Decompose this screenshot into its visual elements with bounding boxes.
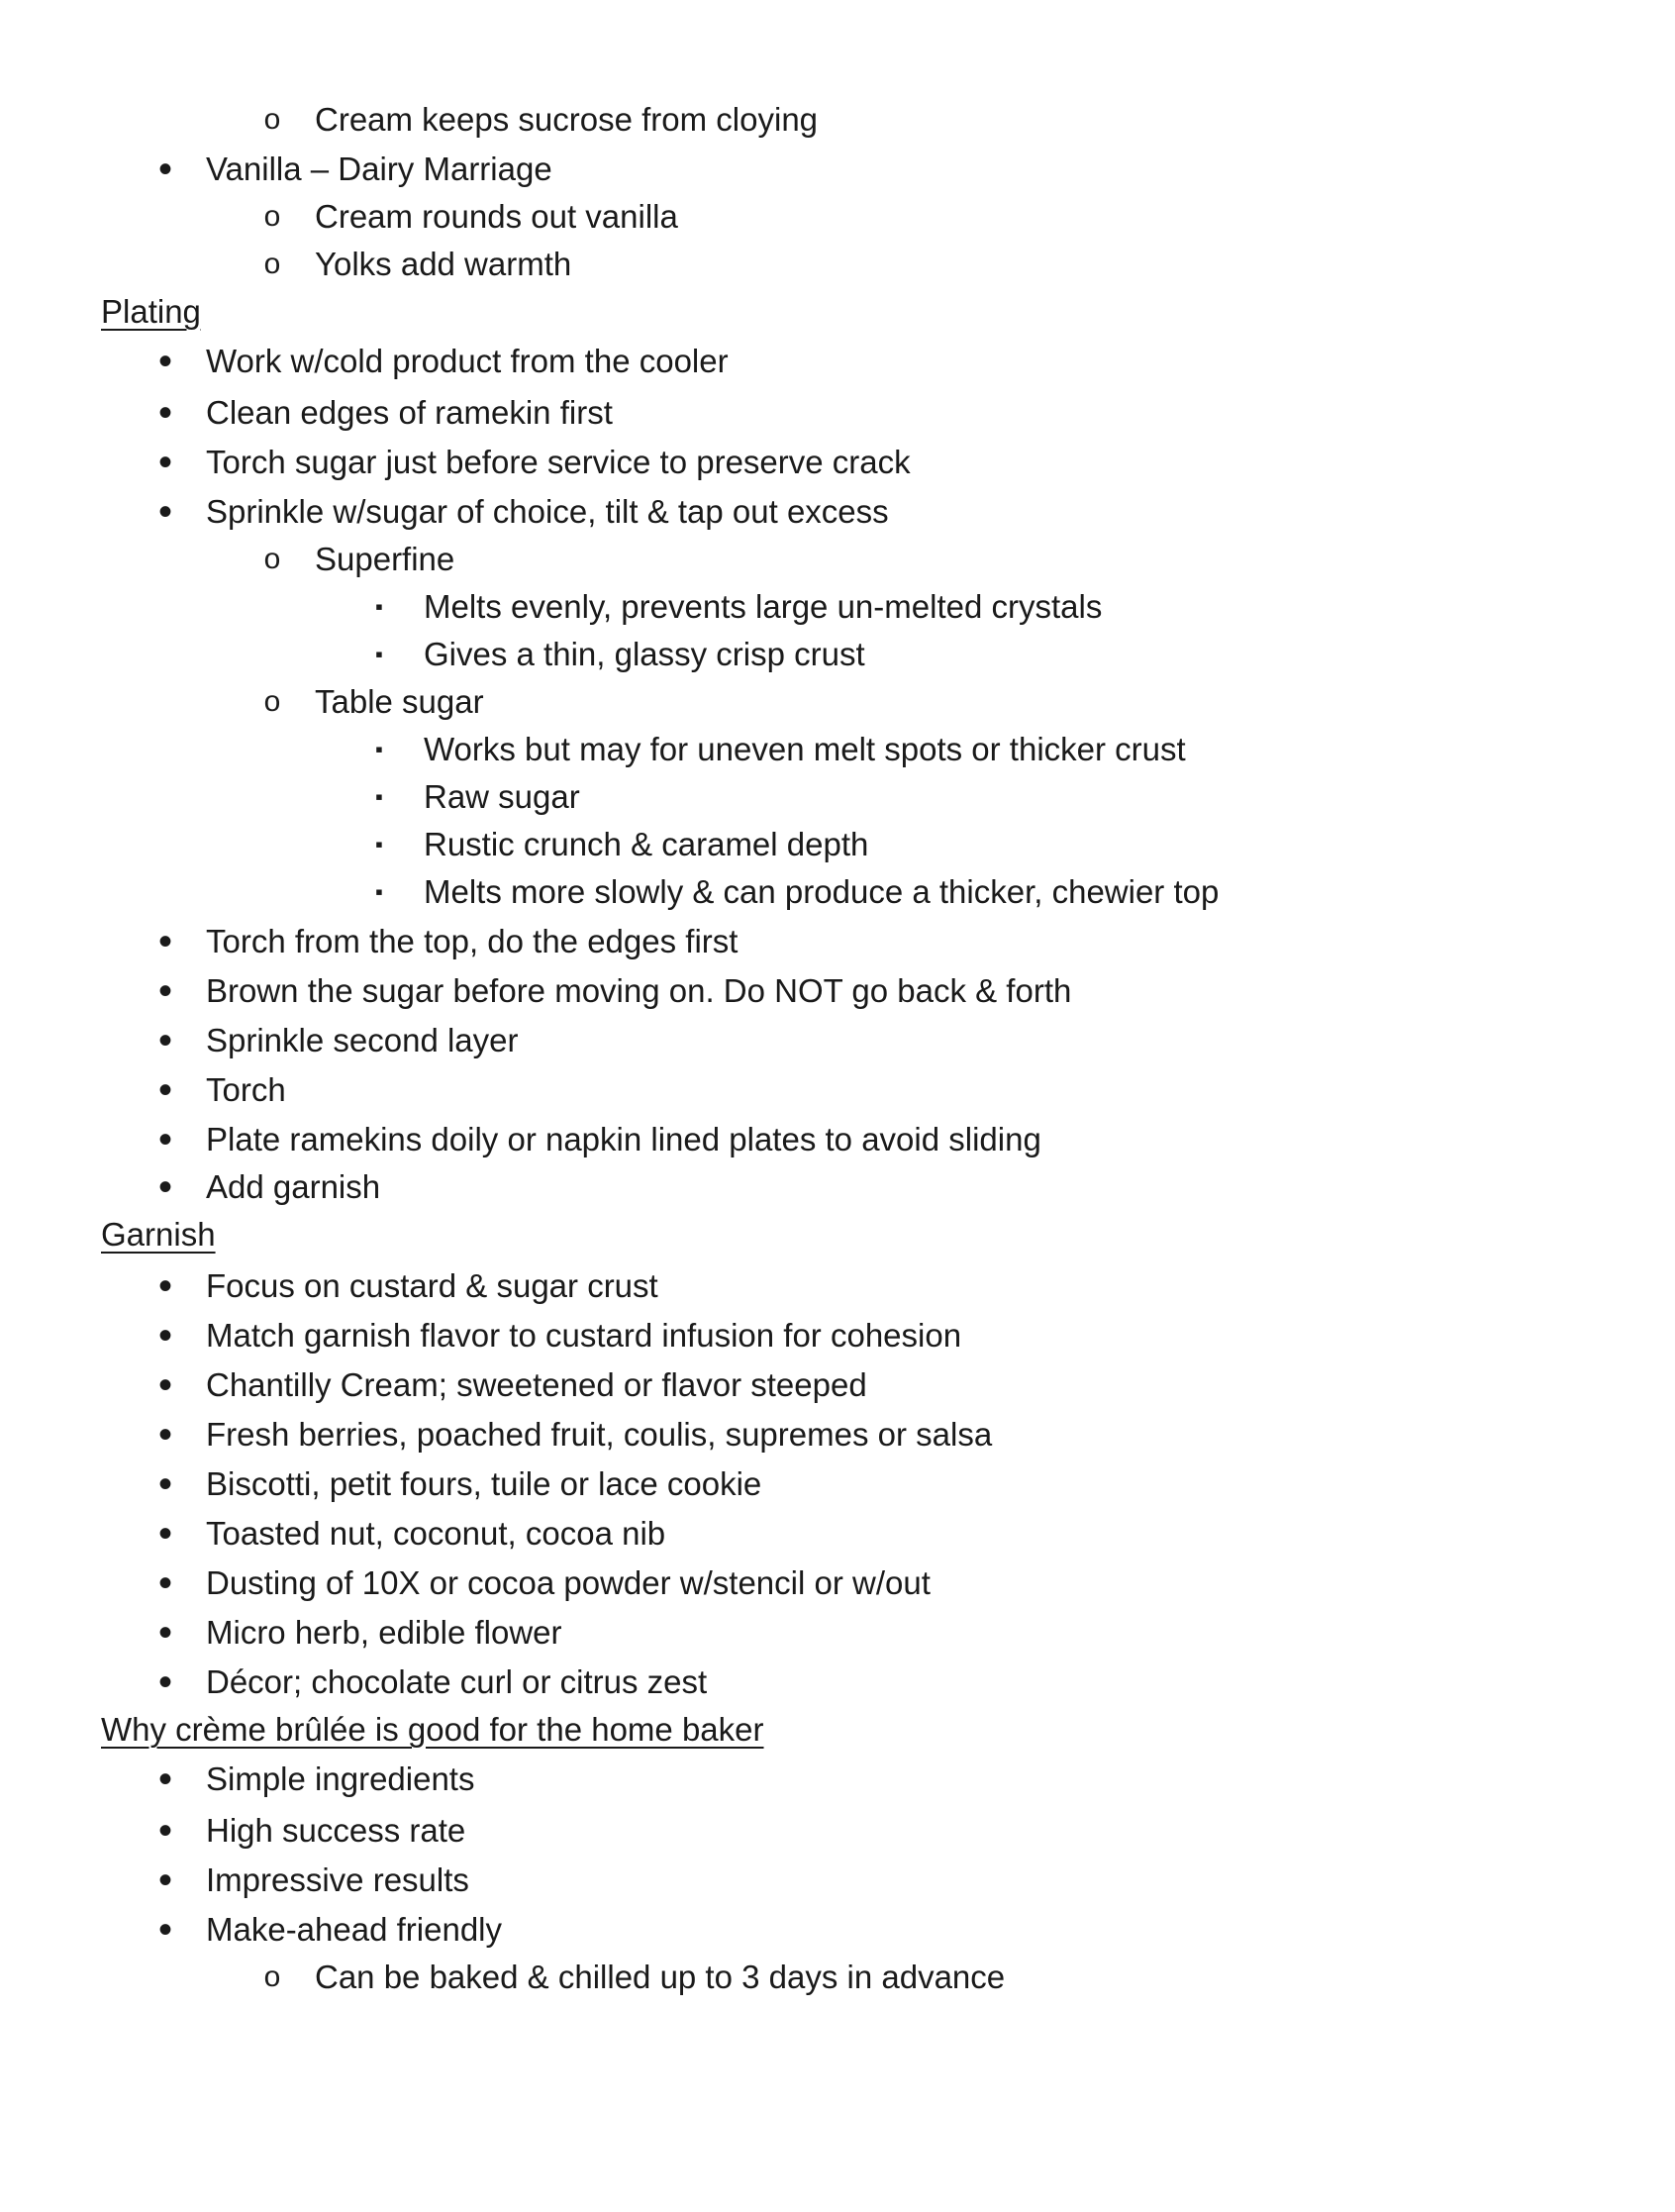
bullet-dot-icon: • — [157, 1809, 172, 1853]
list-item-text: Toasted nut, coconut, cocoa nib — [206, 1515, 666, 1552]
list-item-text: Add garnish — [206, 1168, 381, 1205]
list-item-text: Simple ingredients — [206, 1760, 475, 1797]
section-heading — [0, 289, 1675, 335]
bullet-item — [0, 489, 1675, 535]
bullet-dot-icon: • — [157, 1363, 172, 1407]
bullet-dot-icon: • — [157, 441, 172, 484]
list-item-text: Chantilly Cream; sweetened or flavor steeped — [206, 1366, 867, 1403]
sub-bullet-item — [0, 242, 1675, 287]
bullet-item — [0, 1018, 1675, 1063]
bullet-dot-icon: • — [157, 490, 172, 534]
sub-sub-bullet-item — [0, 774, 1675, 820]
bullet-circle-icon: o — [263, 200, 281, 233]
bullet-item — [0, 1858, 1675, 1903]
bullet-square-icon: ▪ — [375, 832, 383, 856]
sub-bullet-item — [0, 679, 1675, 725]
bullet-item — [0, 1412, 1675, 1458]
bullet-dot-icon: • — [157, 1512, 172, 1556]
list-item-text: Works but may for uneven melt spots or thicker crust — [424, 731, 1186, 767]
bullet-dot-icon: • — [157, 920, 172, 963]
bullet-item — [0, 1907, 1675, 1953]
bullet-circle-icon: o — [263, 685, 281, 718]
bullet-item — [0, 1659, 1675, 1705]
bullet-item — [0, 339, 1675, 384]
list-item-text: Melts more slowly & can produce a thicker, chewier top — [424, 873, 1220, 910]
list-item-text: Torch — [206, 1071, 286, 1108]
section-heading — [0, 1212, 1675, 1257]
bullet-item — [0, 1610, 1675, 1656]
bullet-item — [0, 1313, 1675, 1358]
bullet-dot-icon: • — [157, 1908, 172, 1952]
bullet-item — [0, 1511, 1675, 1557]
section-heading-text: Why crème brûlée is good for the home baker — [101, 1711, 764, 1748]
list-item-text: Impressive results — [206, 1861, 469, 1898]
bullet-dot-icon: • — [157, 1314, 172, 1357]
list-item-text: Fresh berries, poached fruit, coulis, supremes or salsa — [206, 1416, 993, 1453]
list-item-text: Micro herb, edible flower — [206, 1614, 562, 1651]
section-heading — [0, 1707, 1675, 1753]
bullet-circle-icon: o — [263, 103, 281, 136]
bullet-dot-icon: • — [157, 1660, 172, 1704]
list-item-text: Cream rounds out vanilla — [315, 198, 678, 235]
list-item-text: Biscotti, petit fours, tuile or lace cookie — [206, 1465, 762, 1502]
bullet-item — [0, 1263, 1675, 1309]
bullet-item — [0, 1067, 1675, 1113]
bullet-dot-icon: • — [157, 1561, 172, 1605]
bullet-circle-icon: o — [263, 543, 281, 575]
list-item-text: Make-ahead friendly — [206, 1911, 502, 1948]
bullet-dot-icon: • — [157, 391, 172, 435]
sub-bullet-item — [0, 537, 1675, 582]
bullet-square-icon: ▪ — [375, 642, 383, 666]
bullet-item — [0, 1461, 1675, 1507]
list-item-text: Clean edges of ramekin first — [206, 394, 613, 431]
bullet-item — [0, 1560, 1675, 1606]
list-item-text: Gives a thin, glassy crisp crust — [424, 636, 865, 672]
sub-sub-bullet-item — [0, 822, 1675, 867]
bullet-dot-icon: • — [157, 1068, 172, 1112]
bullet-dot-icon: • — [157, 148, 172, 191]
bullet-square-icon: ▪ — [375, 594, 383, 619]
bullet-item — [0, 147, 1675, 192]
bullet-item — [0, 1362, 1675, 1408]
bullet-dot-icon: • — [157, 969, 172, 1013]
list-item-text: High success rate — [206, 1812, 466, 1849]
section-heading-text: Garnish — [101, 1216, 216, 1253]
sub-bullet-item — [0, 194, 1675, 240]
list-item-text: Décor; chocolate curl or citrus zest — [206, 1663, 708, 1700]
bullet-item — [0, 1808, 1675, 1854]
list-item-text: Focus on custard & sugar crust — [206, 1267, 658, 1304]
bullet-dot-icon: • — [157, 1758, 172, 1801]
list-item-text: Sprinkle second layer — [206, 1022, 519, 1058]
bullet-dot-icon: • — [157, 1859, 172, 1902]
bullet-item — [0, 390, 1675, 436]
bullet-dot-icon: • — [157, 340, 172, 383]
list-item-text: Cream keeps sucrose from cloying — [315, 101, 819, 138]
bullet-dot-icon: • — [157, 1611, 172, 1655]
list-item-text: Table sugar — [315, 683, 484, 720]
list-item-text: Can be baked & chilled up to 3 days in advance — [315, 1959, 1006, 1995]
bullet-square-icon: ▪ — [375, 784, 383, 809]
bullet-square-icon: ▪ — [375, 879, 383, 904]
section-heading-text: Plating — [101, 293, 201, 330]
list-item-text: Rustic crunch & caramel depth — [424, 826, 869, 862]
bullet-item — [0, 968, 1675, 1014]
sub-sub-bullet-item — [0, 632, 1675, 677]
bullet-dot-icon: • — [157, 1264, 172, 1308]
bullet-item — [0, 1164, 1675, 1210]
list-item-text: Plate ramekins doily or napkin lined plates to avoid sliding — [206, 1121, 1041, 1157]
bullet-dot-icon: • — [157, 1019, 172, 1062]
list-item-text: Torch from the top, do the edges first — [206, 923, 739, 959]
bullet-item — [0, 1117, 1675, 1162]
sub-bullet-item — [0, 1955, 1675, 2000]
bullet-circle-icon: o — [263, 1961, 281, 1993]
list-item-text: Work w/cold product from the cooler — [206, 343, 729, 379]
bullet-dot-icon: • — [157, 1413, 172, 1457]
sub-sub-bullet-item — [0, 869, 1675, 915]
bullet-circle-icon: o — [263, 248, 281, 280]
list-item-text: Melts evenly, prevents large un-melted crystals — [424, 588, 1103, 625]
sub-sub-bullet-item — [0, 727, 1675, 772]
list-item-text: Torch sugar just before service to preserve crack — [206, 444, 911, 480]
list-item-text: Yolks add warmth — [315, 246, 572, 282]
list-item-text: Dusting of 10X or cocoa powder w/stencil or w/out — [206, 1564, 931, 1601]
list-item-text: Raw sugar — [424, 778, 580, 815]
bullet-dot-icon: • — [157, 1462, 172, 1506]
list-item-text: Superfine — [315, 541, 455, 577]
bullet-item — [0, 440, 1675, 485]
list-item-text: Sprinkle w/sugar of choice, tilt & tap out excess — [206, 493, 889, 530]
bullet-square-icon: ▪ — [375, 737, 383, 761]
bullet-item — [0, 1757, 1675, 1802]
list-item-text: Brown the sugar before moving on. Do NOT go back & forth — [206, 972, 1072, 1009]
sub-bullet-item — [0, 97, 1675, 143]
list-item-text: Match garnish flavor to custard infusion for cohesion — [206, 1317, 962, 1354]
bullet-dot-icon: • — [157, 1118, 172, 1161]
bullet-item — [0, 919, 1675, 964]
list-item-text: Vanilla – Dairy Marriage — [206, 151, 552, 187]
sub-sub-bullet-item — [0, 584, 1675, 630]
bullet-dot-icon: • — [157, 1165, 172, 1209]
